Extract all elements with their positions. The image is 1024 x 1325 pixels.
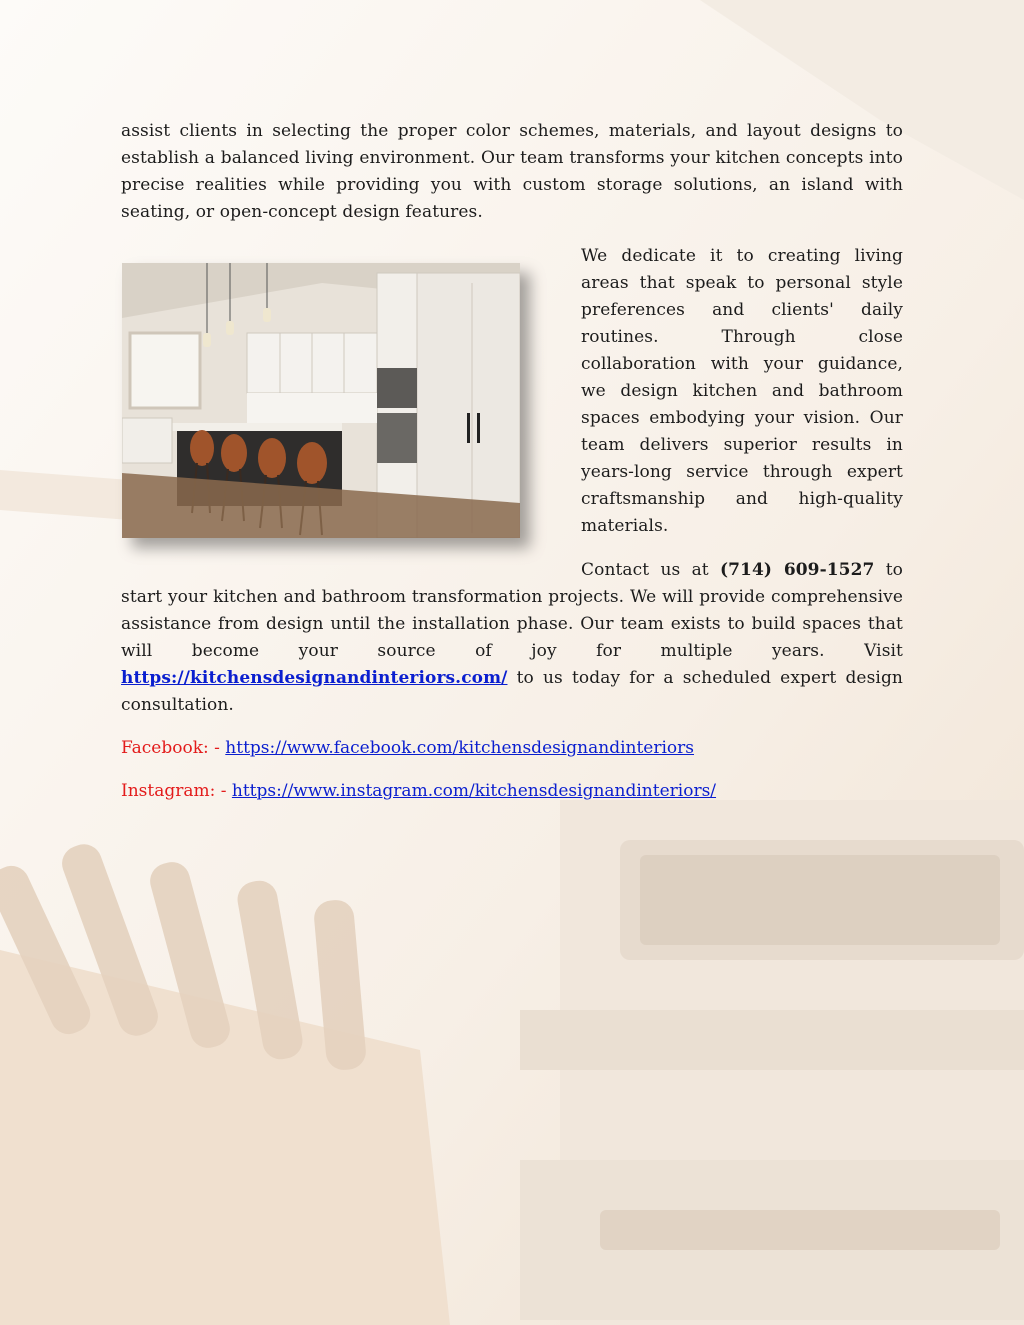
website-link[interactable]: https://kitchensdesignandinteriors.com/ bbox=[121, 668, 508, 688]
phone-number: (714) 609-1527 bbox=[719, 560, 875, 580]
document-page bbox=[121, 118, 903, 805]
facebook-link[interactable]: https://www.facebook.com/kitchensdesignandinteriors bbox=[225, 738, 695, 758]
instagram-link[interactable]: https://www.instagram.com/kitchensdesignandinteriors/ bbox=[231, 781, 717, 801]
facebook-line bbox=[121, 735, 903, 762]
contact-intro-text: Contact us at bbox=[581, 560, 720, 580]
image-text-section bbox=[121, 243, 903, 719]
contact-middle-text: to start your kitchen and bathroom transformation projects. We will provide comprehensive assistance from design until the installation phase. Our team exists to build spaces that will become your source of joy for multiple years. Visit bbox=[121, 560, 903, 661]
kitchen-photo bbox=[122, 263, 520, 538]
instagram-label: Instagram: - bbox=[121, 781, 232, 801]
dedicate-paragraph: We dedicate it to creating living areas that speak to personal style preferences and clients' daily routines. Through close collaboration with your guidance, we design kitchen and bathroom spaces embodying your vision. Our team delivers superior results in years-long service through expert craftsmanship and high-quality materials. bbox=[581, 246, 903, 536]
contact-paragraph bbox=[121, 557, 903, 719]
contact-closing-text: to us today for a scheduled expert design consultation. bbox=[121, 668, 903, 715]
instagram-line bbox=[121, 778, 903, 805]
intro-paragraph: assist clients in selecting the proper color schemes, materials, and layout designs to establish a balanced living environment. Our team transforms your kitchen concepts into precise realities while providing you with custom storage solutions, an island with seating, or open-concept design features. bbox=[121, 121, 903, 222]
facebook-label: Facebook: - bbox=[121, 738, 226, 758]
kitchen-photo-frame bbox=[121, 263, 561, 563]
